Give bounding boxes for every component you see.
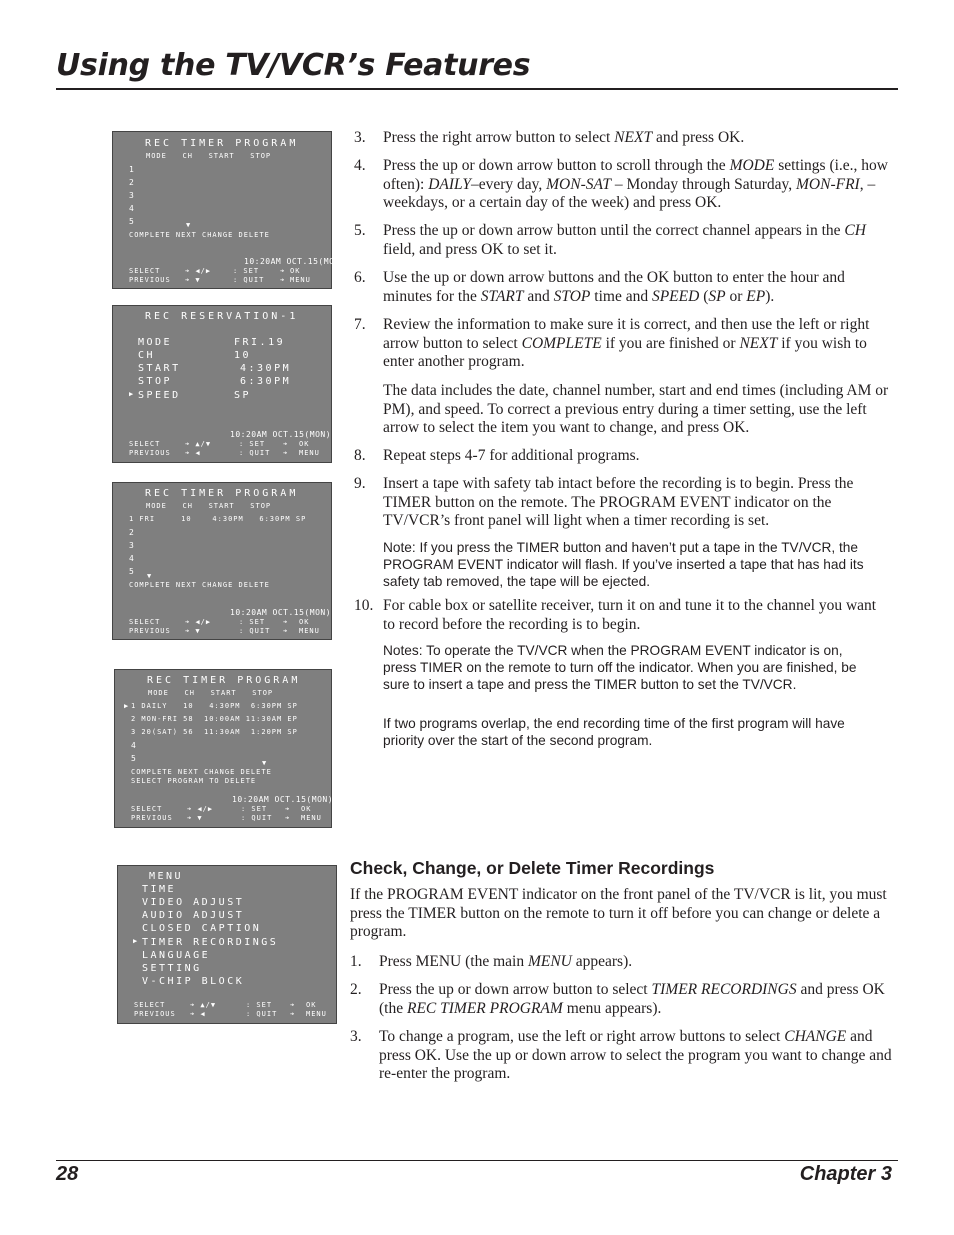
osd-header: MODE CH START STOP bbox=[146, 502, 272, 510]
arrow-right-icon: ➔ ▼ bbox=[185, 276, 201, 284]
step-number: 5. bbox=[354, 222, 366, 239]
step-text: – Monday through Saturday, bbox=[611, 175, 796, 193]
arrow-right-icon: ➔ bbox=[280, 276, 286, 284]
osd-options: COMPLETE NEXT CHANGE DELETE bbox=[129, 231, 270, 239]
osd-options: COMPLETE NEXT CHANGE DELETE bbox=[131, 768, 272, 776]
osd-quit-label: : QUIT bbox=[241, 814, 273, 822]
osd-set-label: : SET bbox=[239, 440, 266, 448]
arrow-right-icon: ➔ bbox=[285, 805, 291, 813]
note-program-event: Notes: To operate the TV/VCR when the PROGRAM EVENT indicator is on, press TIMER on the remote to turn off the indicator. When you are finished, be sure to insert a tape and press the TIMER button to set the TV/VCR. bbox=[383, 643, 857, 693]
step-text: For cable box or satellite receiver, turn it on and tune it to the channel you want to record before the recording is to begin. bbox=[383, 597, 877, 633]
osd-row: 4 bbox=[129, 554, 135, 563]
step-text: ( bbox=[699, 287, 709, 305]
osd-row: 5 bbox=[131, 754, 137, 763]
osd-rec-timer-program-three bbox=[114, 669, 332, 828]
step-emph: CHANGE bbox=[784, 1028, 847, 1045]
step-emph: TIMER RECORDINGS bbox=[651, 981, 797, 998]
osd-row: 1 DAILY 10 4:30PM 6:30PM SP bbox=[131, 702, 298, 710]
osd-quit-label: : QUIT bbox=[233, 276, 265, 284]
cursor-right-icon: ▶ bbox=[129, 390, 134, 398]
osd-title: REC TIMER PROGRAM bbox=[147, 675, 301, 686]
step-emph: MENU bbox=[527, 953, 572, 970]
osd-title: REC TIMER PROGRAM bbox=[145, 488, 299, 499]
osd-title: REC TIMER PROGRAM bbox=[145, 138, 299, 149]
step-emph: START bbox=[480, 287, 524, 305]
osd-clock: 10:20AM OCT.15(MON) bbox=[230, 430, 332, 439]
osd-select-label: SELECT bbox=[131, 805, 163, 813]
step-text: and bbox=[523, 287, 554, 305]
osd-main-menu bbox=[117, 865, 337, 1024]
osd-field-label: CH bbox=[138, 350, 156, 361]
osd-prompt: SELECT PROGRAM TO DELETE bbox=[131, 777, 257, 785]
step-text: Use the up or down arrow buttons and the OK button to enter the hour and minutes for the bbox=[383, 269, 845, 305]
osd-row: 2 bbox=[129, 528, 135, 537]
osd-title: MENU bbox=[149, 871, 184, 882]
section-intro: If the PROGRAM EVENT indicator on the front panel of the TV/VCR is lit, you must press the TIMER button on the remote to turn it off before you can change or delete a program. bbox=[350, 886, 887, 941]
step-emph: STOP bbox=[553, 287, 591, 305]
section-heading: Check, Change, or Delete Timer Recordings bbox=[350, 858, 715, 878]
arrow-right-icon: ➔ ◀ bbox=[190, 1010, 206, 1018]
note-overlap: If two programs overlap, the end recording time of the first program will have priority over the start of the second program. bbox=[383, 716, 845, 749]
step-number: 8. bbox=[354, 447, 366, 464]
page-number: 28 bbox=[56, 1163, 79, 1185]
osd-menu-label: MENU bbox=[306, 1010, 327, 1018]
step-7-paragraph: The data includes the date, channel number, start and end times (including AM or PM), and speed. To correct a previous entry during a timer setting, use the left arrow to select the item you want to change, and press OK. bbox=[383, 382, 889, 437]
step-emph: MON-FRI bbox=[796, 175, 860, 193]
step-number: 2. bbox=[350, 981, 362, 998]
menu-item: LANGUAGE bbox=[142, 950, 211, 961]
step-number: 3. bbox=[354, 129, 366, 146]
cursor-down-icon: ▼ bbox=[186, 221, 191, 229]
arrow-right-icon: ➔ ▼ bbox=[187, 814, 203, 822]
step-emph: NEXT bbox=[739, 334, 778, 352]
osd-ok-label: OK bbox=[299, 440, 310, 448]
step-text: and press OK. bbox=[652, 129, 745, 146]
step-text: Press the up or down arrow button until the correct channel appears in the bbox=[383, 222, 845, 239]
page-title: Using the TV/VCR’s Features bbox=[56, 48, 531, 83]
arrow-right-icon: ➔ ▲/▼ bbox=[190, 1001, 217, 1009]
osd-set-label: : SET bbox=[233, 267, 260, 275]
step-number: 7. bbox=[354, 316, 366, 333]
step-emph: CH bbox=[844, 222, 866, 239]
step-text: Repeat steps 4-7 for additional programs. bbox=[383, 447, 640, 464]
osd-menu-label: MENU bbox=[299, 627, 320, 635]
osd-row: 2 MON-FRI 58 10:00AM 11:30AM EP bbox=[131, 715, 298, 723]
arrow-right-icon: ➔ ▼ bbox=[185, 627, 201, 635]
osd-field-label: START bbox=[138, 363, 181, 374]
osd-header: MODE CH START STOP bbox=[146, 152, 272, 160]
step-emph: NEXT bbox=[614, 129, 653, 146]
step-text: –every day, bbox=[470, 175, 547, 193]
step-text: appears). bbox=[571, 953, 633, 970]
osd-field-label: STOP bbox=[138, 376, 173, 387]
step-text: and press OK. Use the up or down arrow to select the program you want to change and re-enter the program. bbox=[379, 1028, 892, 1083]
osd-set-label: : SET bbox=[239, 618, 266, 626]
osd-menu-label: MENU bbox=[299, 449, 320, 457]
step-emph: COMPLETE bbox=[521, 334, 602, 352]
osd-field-value: 6:30PM bbox=[240, 376, 292, 387]
step-text: time and bbox=[590, 287, 652, 305]
step-number: 4. bbox=[354, 157, 366, 174]
osd-select-label: SELECT bbox=[129, 440, 161, 448]
osd-row: 4 bbox=[129, 204, 135, 213]
step-number: 1. bbox=[350, 953, 362, 970]
step-text: menu appears). bbox=[562, 999, 662, 1017]
osd-menu-label: MENU bbox=[301, 814, 322, 822]
osd-ok-label: OK bbox=[290, 267, 301, 275]
osd-row: 3 bbox=[129, 191, 135, 200]
step-text: if you are finished or bbox=[601, 334, 740, 352]
menu-item: VIDEO ADJUST bbox=[142, 897, 245, 908]
arrow-right-icon: ➔ bbox=[285, 814, 291, 822]
arrow-right-icon: ➔ bbox=[283, 618, 289, 626]
osd-ok-label: OK bbox=[299, 618, 310, 626]
arrow-right-icon: ➔ ◀/▶ bbox=[185, 618, 212, 626]
osd-field-value: SP bbox=[234, 390, 252, 401]
osd-previous-label: PREVIOUS bbox=[134, 1010, 176, 1018]
osd-row: 3 bbox=[129, 541, 135, 550]
bottom-rule bbox=[56, 1160, 898, 1161]
osd-ok-label: OK bbox=[301, 805, 312, 813]
step-emph: MON-SAT bbox=[546, 175, 612, 193]
osd-row: 4 bbox=[131, 741, 137, 750]
osd-quit-label: : QUIT bbox=[239, 449, 271, 457]
step-emph: SPEED bbox=[651, 287, 700, 305]
osd-field-label: SPEED bbox=[138, 390, 181, 401]
step-emph: REC TIMER PROGRAM bbox=[406, 999, 563, 1017]
arrow-right-icon: ➔ bbox=[283, 449, 289, 457]
step-number: 6. bbox=[354, 269, 366, 286]
osd-row: 5 bbox=[129, 567, 135, 576]
osd-clock: 10:20AM OCT.15(MON) bbox=[232, 795, 334, 804]
osd-rec-reservation bbox=[112, 305, 332, 463]
osd-previous-label: PREVIOUS bbox=[129, 276, 171, 284]
cursor-right-icon: ▶ bbox=[124, 702, 129, 710]
step-text: settings (i.e., how often): bbox=[383, 157, 888, 193]
osd-select-label: SELECT bbox=[129, 267, 161, 275]
step-text: and press OK (the bbox=[379, 981, 885, 1017]
osd-title: REC RESERVATION-1 bbox=[145, 311, 299, 322]
osd-set-label: : SET bbox=[241, 805, 268, 813]
cursor-down-icon: ▼ bbox=[147, 572, 152, 580]
osd-row: 1 FRI 10 4:30PM 6:30PM SP bbox=[129, 515, 307, 523]
step-text: Press the up or down arrow button to scroll through the bbox=[383, 157, 730, 174]
osd-menu-label: MENU bbox=[290, 276, 311, 284]
step-text: Review the information to make sure it is correct, and then use the left or right arrow button to select bbox=[383, 316, 870, 352]
cursor-down-icon: ▼ bbox=[262, 759, 267, 767]
menu-item: SETTING bbox=[142, 963, 202, 974]
arrow-right-icon: ➔ bbox=[280, 267, 286, 275]
arrow-right-icon: ➔ bbox=[283, 627, 289, 635]
osd-field-value: 10 bbox=[234, 350, 252, 361]
menu-item: AUDIO ADJUST bbox=[142, 910, 245, 921]
osd-field-value: 4:30PM bbox=[240, 363, 292, 374]
arrow-right-icon: ➔ bbox=[290, 1010, 296, 1018]
osd-row: 1 bbox=[129, 165, 135, 174]
osd-field-value: FRI.19 bbox=[234, 337, 286, 348]
step-emph: SP bbox=[708, 287, 726, 305]
osd-quit-label: : QUIT bbox=[239, 627, 271, 635]
step-emph: DAILY bbox=[428, 175, 471, 193]
step-emph: MODE bbox=[729, 157, 775, 174]
menu-item: CLOSED CAPTION bbox=[142, 923, 262, 934]
step-text: ). bbox=[765, 287, 775, 305]
arrow-right-icon: ➔ ▲/▼ bbox=[185, 440, 212, 448]
osd-field-label: MODE bbox=[138, 337, 173, 348]
step-text: To change a program, use the left or right arrow buttons to select bbox=[379, 1028, 785, 1045]
step-text: or bbox=[725, 287, 747, 305]
osd-previous-label: PREVIOUS bbox=[131, 814, 173, 822]
osd-set-label: : SET bbox=[246, 1001, 273, 1009]
arrow-right-icon: ➔ bbox=[283, 440, 289, 448]
step-text: Press the up or down arrow button to select bbox=[379, 981, 652, 998]
osd-rec-timer-program-empty bbox=[112, 131, 346, 289]
step-number: 9. bbox=[354, 475, 366, 492]
step-text: Press the right arrow button to select bbox=[383, 129, 615, 146]
step-emph: EP bbox=[746, 287, 766, 305]
menu-item: V-CHIP BLOCK bbox=[142, 976, 245, 987]
osd-quit-label: : QUIT bbox=[246, 1010, 278, 1018]
arrow-right-icon: ➔ ◀ bbox=[185, 449, 201, 457]
osd-rec-timer-program-one bbox=[112, 482, 332, 640]
osd-row: 5 bbox=[129, 217, 135, 226]
osd-options: COMPLETE NEXT CHANGE DELETE bbox=[129, 581, 270, 589]
osd-clock: 10:20AM OCT.15(MON) bbox=[244, 257, 346, 266]
osd-clock: 10:20AM OCT.15(MON) bbox=[230, 608, 332, 617]
step-text: , – weekdays, or a certain day of the week) and press OK. bbox=[383, 175, 876, 212]
step-text: field, and press OK to set it. bbox=[383, 240, 557, 258]
menu-item: TIME bbox=[142, 884, 177, 895]
step-number: 3. bbox=[350, 1028, 362, 1045]
osd-header: MODE CH START STOP bbox=[148, 689, 274, 697]
cursor-right-icon: ▶ bbox=[133, 937, 138, 945]
step-text: if you wish to enter another program. bbox=[383, 334, 867, 371]
osd-select-label: SELECT bbox=[129, 618, 161, 626]
osd-row: 2 bbox=[129, 178, 135, 187]
top-rule bbox=[56, 88, 898, 90]
menu-item-selected: TIMER RECORDINGS bbox=[142, 937, 279, 948]
note-timer-tape: Note: If you press the TIMER button and haven’t put a tape in the TV/VCR, the PROGRAM EVENT indicator will flash. If you’ve inserted a tape that has had its safety tab removed, the tape will be ejected. bbox=[383, 540, 864, 590]
arrow-right-icon: ➔ ◀/▶ bbox=[187, 805, 214, 813]
chapter-label: Chapter 3 bbox=[799, 1163, 892, 1185]
osd-select-label: SELECT bbox=[134, 1001, 166, 1009]
arrow-right-icon: ➔ ◀/▶ bbox=[185, 267, 212, 275]
osd-previous-label: PREVIOUS bbox=[129, 627, 171, 635]
osd-ok-label: OK bbox=[306, 1001, 317, 1009]
osd-row: 3 20(SAT) 56 11:30AM 1:20PM SP bbox=[131, 728, 298, 736]
step-text: Press MENU (the main bbox=[379, 953, 528, 970]
step-text: Insert a tape with safety tab intact before the recording is to begin. Press the TIMER button on the remote. The PROGRAM EVENT indicator on the TV/VCR’s front panel will light when a timer recording is set. bbox=[383, 475, 854, 530]
arrow-right-icon: ➔ bbox=[290, 1001, 296, 1009]
osd-previous-label: PREVIOUS bbox=[129, 449, 171, 457]
step-number: 10. bbox=[354, 597, 374, 614]
